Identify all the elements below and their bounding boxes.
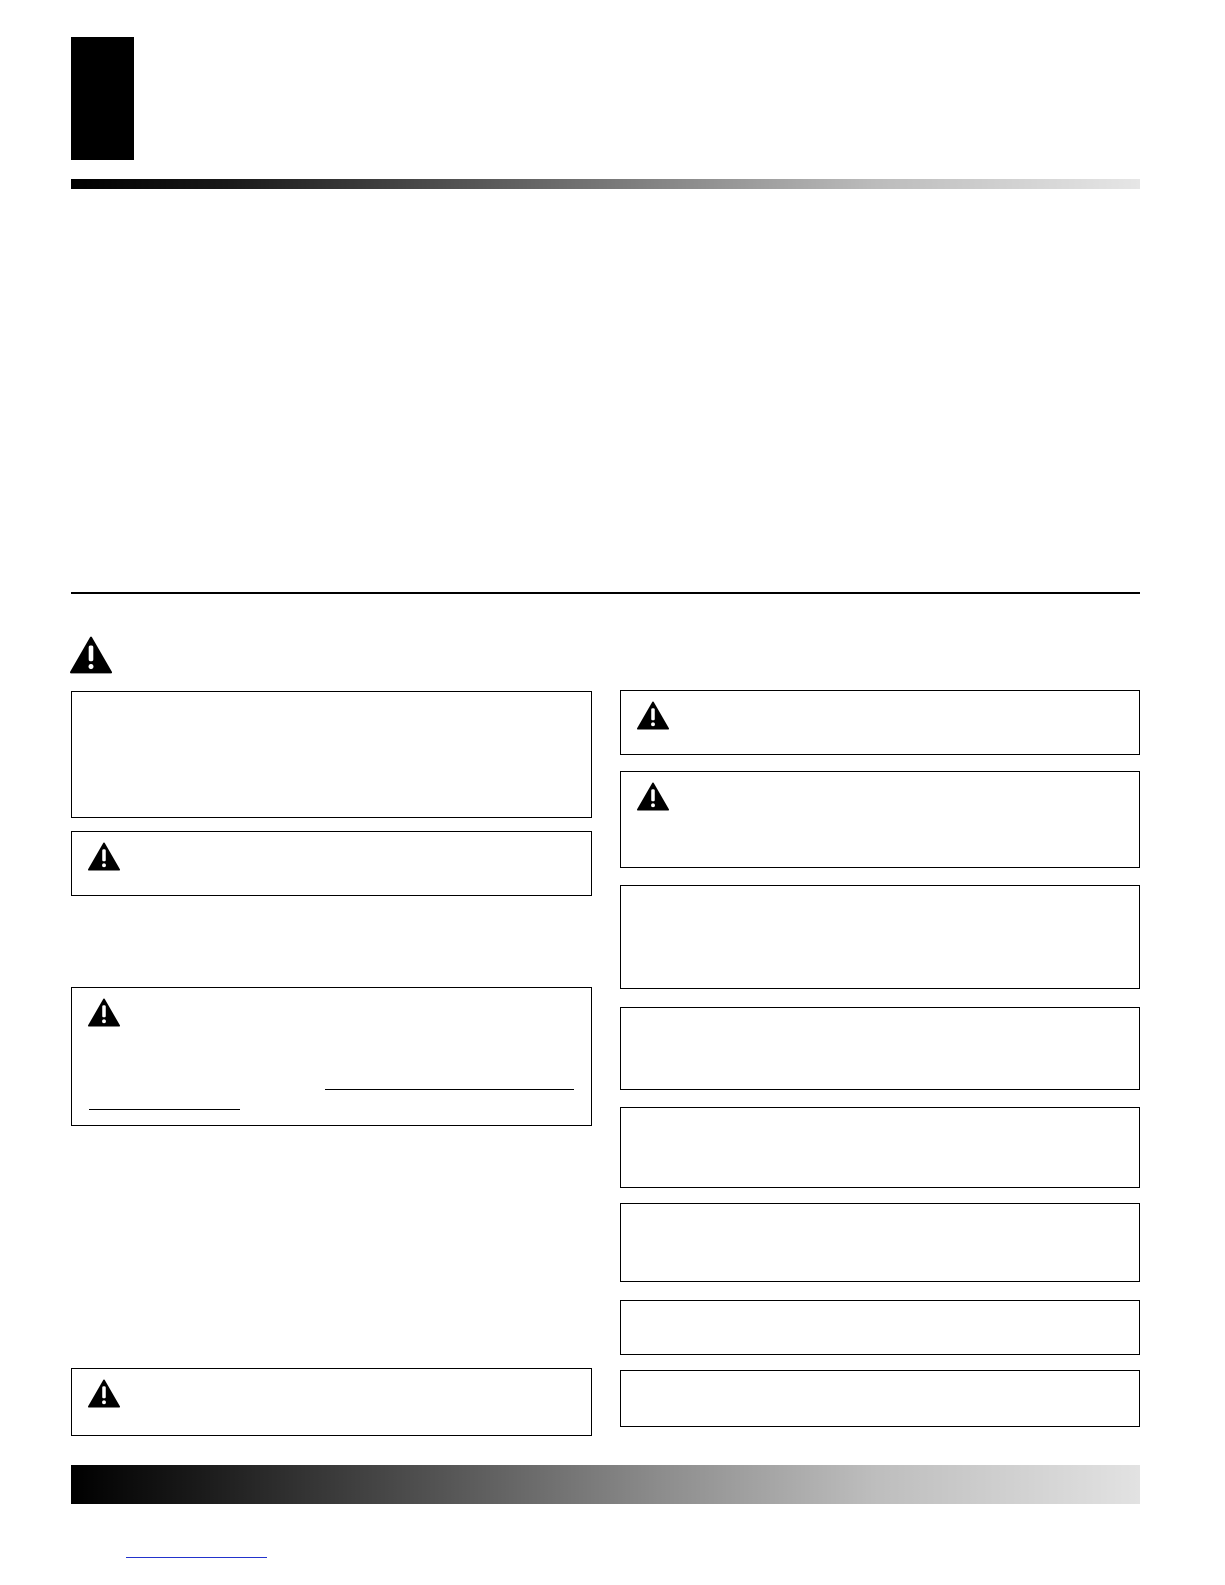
footer-gradient-bar	[71, 1465, 1140, 1504]
section-divider	[71, 592, 1140, 594]
warning-box-right-2	[620, 771, 1140, 868]
notice-box-right-6	[620, 1203, 1140, 1282]
text-underline	[325, 1089, 574, 1090]
warning-triangle-icon	[637, 701, 669, 730]
warning-triangle-icon	[88, 998, 120, 1027]
text-underline	[89, 1109, 240, 1110]
warning-box-right-1	[620, 690, 1140, 755]
warning-triangle-icon	[70, 636, 112, 674]
notice-box-1	[71, 691, 592, 818]
notice-box-right-7	[620, 1300, 1140, 1355]
notice-box-right-4	[620, 1007, 1140, 1090]
warning-triangle-icon	[88, 842, 120, 871]
warning-triangle-icon	[88, 1379, 120, 1408]
warning-box-2	[71, 831, 592, 896]
notice-box-right-5	[620, 1107, 1140, 1188]
header-gradient-bar	[71, 179, 1140, 189]
warning-box-4	[71, 1368, 592, 1436]
section-tab-block	[71, 37, 134, 160]
warning-triangle-icon	[637, 782, 669, 811]
notice-box-right-8	[620, 1370, 1140, 1427]
warning-box-3	[71, 987, 592, 1126]
notice-box-right-3	[620, 885, 1140, 989]
footer-link-underline[interactable]	[126, 1557, 267, 1558]
